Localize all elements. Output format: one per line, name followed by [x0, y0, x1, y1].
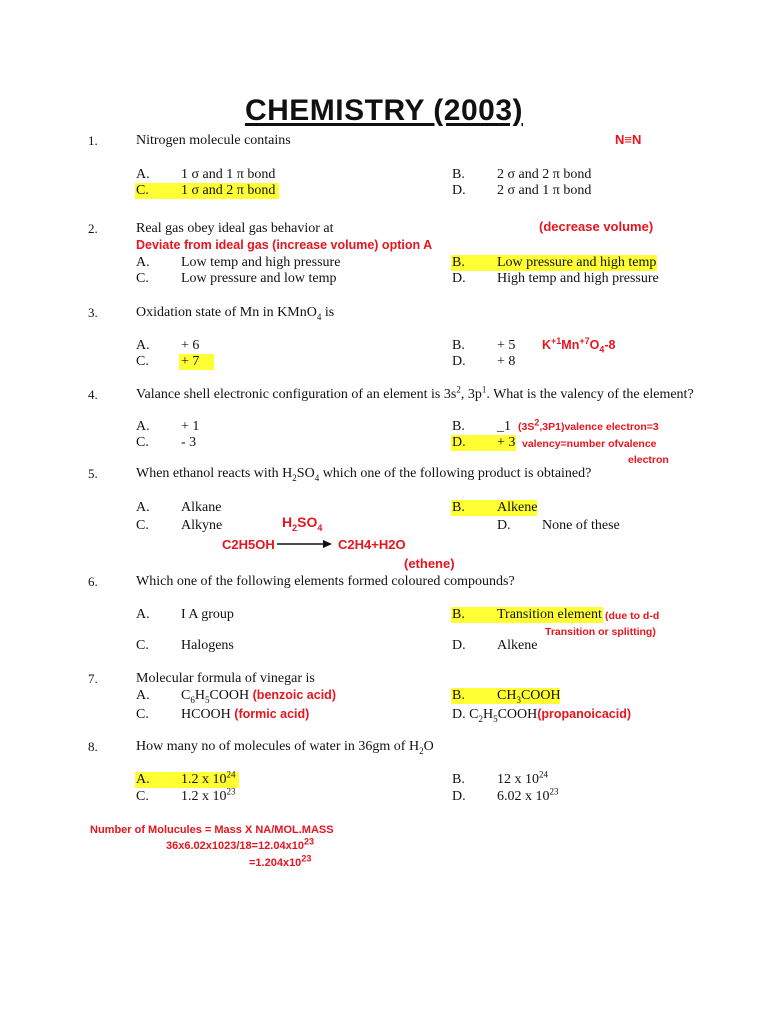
q7-question: Molecular formula of vinegar is — [136, 671, 315, 686]
q4-note-1: $(3S^2,3P1)valence$ electron=3 — [518, 417, 659, 433]
q4-question: Valance shell electronic configuration of an element is $3s^2$, $3p^1$. What is the valency of the element? — [136, 384, 694, 402]
q5-c-letter: C. — [136, 518, 149, 533]
q4-d-letter: D. — [452, 435, 466, 450]
q6-b-text: Transition element — [497, 607, 602, 622]
q5-reagent: $H_2SO_4$ — [282, 514, 323, 533]
q5-d-text: None of these — [542, 518, 620, 533]
q6-a-letter: A. — [136, 607, 150, 622]
q1-a-text: 1 σ and 1 π bond — [181, 167, 276, 182]
reaction-arrow-icon — [277, 538, 333, 550]
q8-question: How many no of molecules of water in 36gm of $H_2O$ — [136, 739, 434, 756]
q7-a-note: (benzoic acid) — [252, 688, 336, 702]
q4-d-text: + 3 — [497, 435, 516, 450]
q1-note: N≡N — [615, 132, 642, 147]
q5-a-letter: A. — [136, 500, 150, 515]
q3-b-text: + 5 — [497, 338, 516, 353]
q2-note-right: (decrease volume) — [539, 219, 654, 234]
q3-c-letter: C. — [136, 354, 149, 369]
q7-b-letter: B. — [452, 688, 465, 703]
q8-c-letter: C. — [136, 789, 149, 804]
footer-line-2: $36x6.02x1023/18=12.04x10^{23}$ — [166, 836, 314, 852]
q3-number: 3. — [88, 305, 98, 320]
q3-c-text: + 7 — [181, 354, 200, 369]
q2-b-letter: B. — [452, 255, 465, 270]
q8-b-text: 12 x $10^{24}$ — [497, 769, 548, 787]
q2-c-letter: C. — [136, 271, 149, 286]
q3-d-letter: D. — [452, 354, 466, 369]
footer-line-1: Number of Molucules = Mass X NA/MOL.MASS — [90, 824, 334, 836]
q1-question: Nitrogen molecule contains — [136, 133, 291, 148]
q2-d-letter: D. — [452, 271, 466, 286]
q5-b-text: Alkene — [497, 500, 538, 515]
q2-question: Real gas obey ideal gas behavior at — [136, 221, 334, 236]
q7-d-option: D. $C_2H_5COOH(propanoicacid)$ — [452, 707, 632, 724]
q8-d-letter: D. — [452, 789, 466, 804]
q1-number: 1. — [88, 133, 98, 148]
q7-b-text: $CH_3COOH$ — [497, 688, 561, 705]
q1-c-text: 1 σ and 2 π bond — [181, 183, 276, 198]
q5-product: C2H4+H2O — [338, 537, 406, 552]
q8-a-text: 1.2 x $10^{24}$ — [181, 769, 236, 787]
page-title: CHEMISTRY (2003) — [244, 94, 524, 127]
q8-a-letter: A. — [136, 772, 150, 787]
q1-d-letter: D. — [452, 183, 466, 198]
q7-a-letter: A. — [136, 688, 150, 703]
q5-a-text: Alkane — [181, 500, 222, 515]
q8-c-text: 1.2 x $10^{23}$ — [181, 786, 236, 804]
q4-c-letter: C. — [136, 435, 149, 450]
q5-question: When ethanol reacts with $H_2SO_4$ which one of the following product is obtained? — [136, 466, 592, 483]
q5-b-letter: B. — [452, 500, 465, 515]
q5-number: 5. — [88, 466, 98, 481]
q8-b-letter: B. — [452, 772, 465, 787]
q4-a-letter: A. — [136, 419, 150, 434]
q3-question: Oxidation state of Mn in KMnO$_4$ is — [136, 305, 335, 322]
q3-a-text: + 6 — [181, 338, 200, 353]
q4-b-letter: B. — [452, 419, 465, 434]
q2-c-text: Low pressure and low temp — [181, 271, 337, 286]
q7-d-note: (propanoicacid) — [537, 707, 632, 721]
q4-note-2: valency=number ofvalence — [522, 438, 657, 450]
q8-d-text: 6.02 x $10^{23}$ — [497, 786, 559, 804]
q8-number: 8. — [88, 739, 98, 754]
q4-c-text: - 3 — [181, 435, 197, 450]
q5-d-letter: D. — [497, 518, 511, 533]
q3-note: $K^{+1}Mn^{+7}O_4-8$ — [542, 335, 616, 355]
q3-a-letter: A. — [136, 338, 150, 353]
q5-product-name: (ethene) — [404, 556, 455, 571]
q4-number: 4. — [88, 387, 98, 402]
q2-number: 2. — [88, 221, 98, 236]
q6-d-text: Alkene — [497, 638, 538, 653]
q2-b-text: Low pressure and high temp — [497, 255, 657, 270]
q1-b-text: 2 σ and 2 π bond — [497, 167, 592, 182]
q7-number: 7. — [88, 671, 98, 686]
q7-c-note: (formic acid) — [234, 707, 310, 721]
q6-b-letter: B. — [452, 607, 465, 622]
q1-d-text: 2 σ and 1 π bond — [497, 183, 592, 198]
q6-question: Which one of the following elements formed coloured compounds? — [136, 574, 515, 589]
q5-reactant: C2H5OH — [222, 537, 275, 552]
q1-a-letter: A. — [136, 167, 150, 182]
q7-c-text: HCOOH (formic acid) — [181, 707, 310, 722]
q2-note-below: Deviate from ideal gas (increase volume) option A — [136, 238, 433, 252]
q2-a-letter: A. — [136, 255, 150, 270]
q6-c-text: Halogens — [181, 638, 234, 653]
q7-c-letter: C. — [136, 707, 149, 722]
q3-d-text: + 8 — [497, 354, 516, 369]
q6-a-text: I A group — [181, 607, 234, 622]
q6-note-2: Transition or splitting) — [545, 626, 656, 638]
q6-note-1: (due to d-d — [605, 610, 660, 622]
q7-a-text: $C_6H_5COOH$ (benzoic acid) — [181, 688, 336, 705]
q4-b-text: _1 — [497, 419, 511, 434]
q6-d-letter: D. — [452, 638, 466, 653]
q3-b-letter: B. — [452, 338, 465, 353]
q4-a-text: + 1 — [181, 419, 200, 434]
q1-b-letter: B. — [452, 167, 465, 182]
q4-note-3: electron — [628, 454, 669, 466]
q5-c-text: Alkyne — [181, 518, 223, 533]
q2-d-text: High temp and high pressure — [497, 271, 659, 286]
q1-c-letter: C. — [136, 183, 149, 198]
q6-number: 6. — [88, 574, 98, 589]
footer-line-3: $=1.204x10^{23}$ — [249, 853, 312, 869]
q2-a-text: Low temp and high pressure — [181, 255, 341, 270]
q6-c-letter: C. — [136, 638, 149, 653]
